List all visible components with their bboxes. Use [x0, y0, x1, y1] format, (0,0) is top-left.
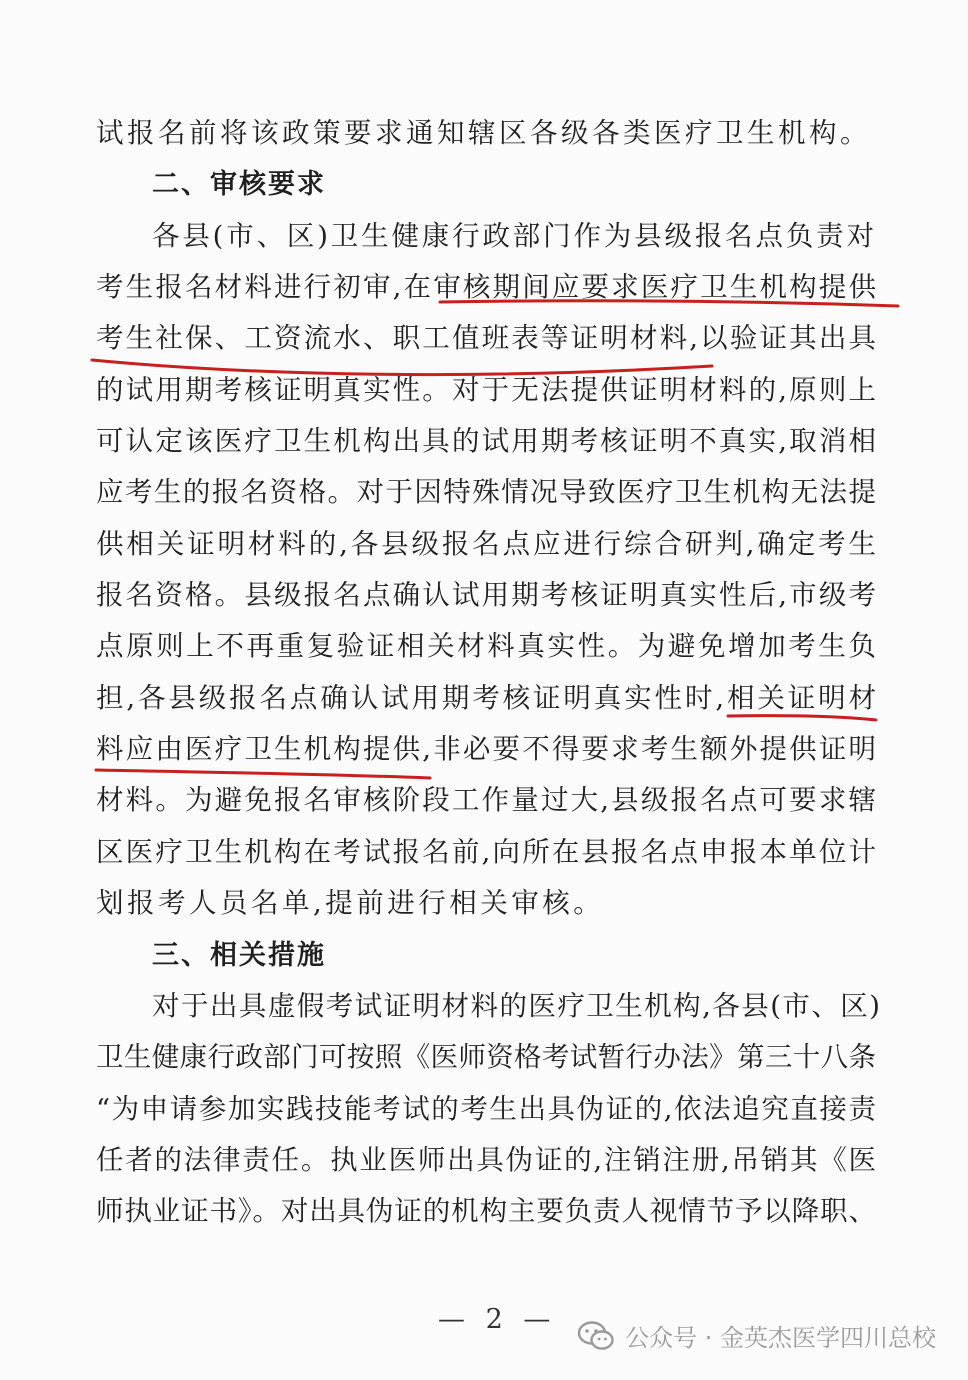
- text-line-1: 试报名前将该政策要求通知辖区各级各类医疗卫生机构。: [96, 117, 871, 149]
- text-line-7: 可认定该医疗卫生机构出具的试用期考核证明不真实,取消相: [96, 425, 876, 457]
- text-line-3: 各县(市、区)卫生健康行政部门作为县级报名点负责对: [152, 220, 874, 252]
- text-line-18: 对于出具虚假考试证明材料的医疗卫生机构,各县(市、区): [152, 990, 880, 1022]
- text-line-21: 任者的法律责任。执业医师出具伪证的,注销注册,吊销其《医: [96, 1144, 876, 1176]
- text-line-14: 材料。为避免报名审核阶段工作量过大,县级报名点可要求辖: [96, 784, 876, 816]
- text-line-22: 师执业证书》。对出具伪证的机构主要负责人视情节予以降职、: [96, 1195, 876, 1227]
- text-line-9: 供相关证明材料的,各县级报名点应进行综合研判,确定考生: [96, 528, 876, 560]
- text-line-12: 担,各县级报名点确认试用期考核证明真实性时,相关证明材: [96, 682, 876, 714]
- text-line-16: 划报考人员名单,提前进行相关审核。: [96, 887, 605, 919]
- page-number: — 2 —: [438, 1304, 557, 1335]
- text-line-5: 考生社保、工资流水、职工值班表等证明材料,以验证其出具: [96, 322, 876, 354]
- text-line-15: 区医疗卫生机构在考试报名前,向所在县报名点申报本单位计: [96, 836, 876, 868]
- text-line-10: 报名资格。县级报名点确认试用期考核证明真实性后,市级考: [96, 579, 876, 611]
- text-line-11: 点原则上不再重复验证相关材料真实性。为避免增加考生负: [96, 630, 876, 662]
- text-line-4: 考生报名材料进行初审,在审核期间应要求医疗卫生机构提供: [96, 271, 876, 303]
- watermark: [577, 1318, 936, 1353]
- section-heading-3: 三、相关措施: [152, 940, 326, 971]
- section-heading-2: 二、审核要求: [152, 169, 326, 200]
- text-line-13: 料应由医疗卫生机构提供,非必要不得要求考生额外提供证明: [96, 733, 876, 765]
- text-line-19: 卫生健康行政部门可按照《医师资格考试暂行办法》第三十八条: [96, 1041, 876, 1073]
- text-line-6: 的试用期考核证明真实性。对于无法提供证明材料的,原则上: [96, 374, 876, 406]
- text-line-20: “为申请参加实践技能考试的考生出具伪证的,依法追究直接责: [96, 1093, 876, 1125]
- wechat-icon: [577, 1320, 615, 1352]
- watermark-text: 公众号 · 金英杰医学四川总校: [625, 1324, 936, 1352]
- text-line-8: 应考生的报名资格。对于因特殊情况导致医疗卫生机构无法提: [96, 476, 876, 508]
